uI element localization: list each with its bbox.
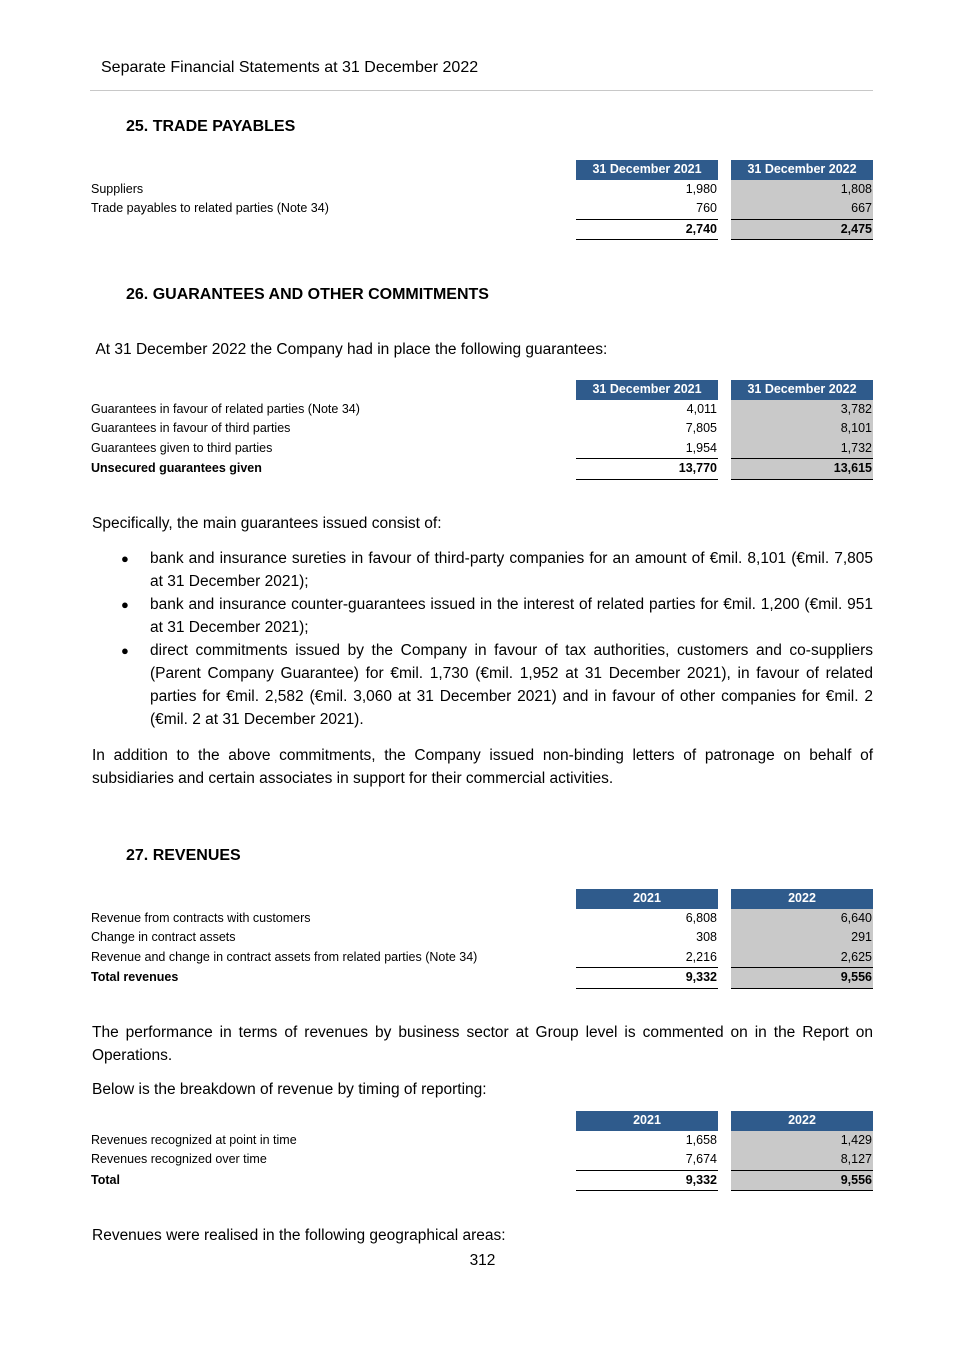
cell-value: 308 bbox=[696, 930, 717, 944]
row-label: Unsecured guarantees given bbox=[91, 461, 262, 475]
cell-value: 1,732 bbox=[731, 439, 873, 459]
row-label: Total bbox=[91, 1172, 120, 1187]
cell-value: 6,808 bbox=[685, 910, 717, 925]
table-header-row bbox=[91, 380, 873, 400]
table-row bbox=[91, 400, 873, 420]
column-header: 2021 bbox=[576, 889, 718, 909]
cell-value: 8,127 bbox=[731, 1150, 873, 1170]
row-label: Guarantees in favour of related parties (Note 34) bbox=[91, 401, 360, 416]
column-header: 31 December 2022 bbox=[731, 380, 873, 400]
section-title-guarantees: 26. GUARANTEES AND OTHER COMMITMENTS bbox=[126, 286, 489, 303]
cell-value: 7,674 bbox=[685, 1152, 717, 1166]
revenue-timing-table bbox=[91, 1111, 873, 1191]
row-label: Revenues recognized at point in time bbox=[91, 1132, 297, 1147]
cell-value: 2,216 bbox=[685, 949, 717, 964]
column-header: 2022 bbox=[731, 889, 873, 909]
table-row bbox=[91, 180, 873, 200]
revenues-breakdown-intro: Below is the breakdown of revenue by timing of reporting: bbox=[92, 1081, 487, 1098]
guarantees-intro: At 31 December 2022 the Company had in place the following guarantees: bbox=[92, 341, 608, 358]
total-value: 2,475 bbox=[731, 219, 873, 241]
total-value: 9,332 bbox=[576, 1170, 718, 1192]
list-item: ● bank and insurance counter-guarantees issued in the interest of related parties for €mil. 1,200 (€mil. 951 at 31 December 2021); bbox=[92, 593, 873, 639]
column-header: 2021 bbox=[576, 1111, 718, 1131]
total-value: 9,556 bbox=[731, 967, 873, 989]
total-value: 13,615 bbox=[731, 458, 873, 480]
cell-value: 4,011 bbox=[686, 401, 717, 416]
cell-value: 8,101 bbox=[731, 419, 873, 439]
cell-value: 1,808 bbox=[731, 180, 873, 200]
table-row bbox=[91, 199, 873, 219]
cell-value: 1,429 bbox=[731, 1131, 873, 1151]
table-total-row bbox=[91, 967, 873, 989]
table-row bbox=[91, 928, 873, 948]
bullet-icon: ● bbox=[121, 643, 129, 658]
guarantees-addition: In addition to the above commitments, the Company issued non-binding letters of patronage on behalf of subsidiaries and certain associates in support for their commercial activities. bbox=[92, 747, 873, 787]
header-divider bbox=[90, 90, 873, 91]
bullet-icon: ● bbox=[121, 597, 129, 612]
total-value: 13,770 bbox=[576, 458, 718, 480]
total-value: 2,740 bbox=[576, 219, 718, 241]
row-label: Revenues recognized over time bbox=[91, 1152, 267, 1166]
table-row bbox=[91, 948, 873, 968]
guarantees-bullet-list bbox=[92, 547, 873, 731]
cell-value: 291 bbox=[731, 928, 873, 948]
list-item: ● direct commitments issued by the Company in favour of tax authorities, customers and co-suppliers (Parent Company Guarantee) for €mil. 1,730 (€mil. 1,952 at 31 December 2021), in favour of related parties for €mil. 2,582 (€mil. 3,060 at 31 December 2021) and in favour of other companies for €mil. 2 (€mil. 2 at 31 December 2021). bbox=[92, 639, 873, 731]
section-title-trade-payables: 25. TRADE PAYABLES bbox=[126, 118, 296, 135]
cell-value: 6,640 bbox=[731, 909, 873, 929]
cell-value: 1,954 bbox=[685, 440, 717, 455]
row-label: Change in contract assets bbox=[91, 930, 236, 944]
cell-value: 1,980 bbox=[685, 181, 717, 196]
page-number: 312 bbox=[469, 1252, 496, 1269]
row-label: Suppliers bbox=[91, 181, 144, 196]
revenues-geo-intro: Revenues were realised in the following geographical areas: bbox=[92, 1227, 506, 1244]
total-value: 9,556 bbox=[731, 1170, 873, 1192]
guarantees-table bbox=[91, 380, 873, 480]
cell-value: 760 bbox=[696, 201, 717, 215]
table-header-row bbox=[91, 160, 873, 180]
table-row bbox=[91, 909, 873, 929]
revenues-table bbox=[91, 889, 873, 989]
column-header: 31 December 2021 bbox=[576, 160, 718, 180]
row-label: Total revenues bbox=[91, 970, 179, 984]
row-label: Guarantees given to third parties bbox=[91, 440, 273, 455]
total-value: 9,332 bbox=[576, 967, 718, 989]
table-row bbox=[91, 1150, 873, 1170]
revenues-performance: The performance in terms of revenues by business sector at Group level is commented on in the Report on Operations. bbox=[92, 1024, 873, 1064]
table-row bbox=[91, 419, 873, 439]
row-label: Guarantees in favour of third parties bbox=[91, 421, 291, 435]
column-header: 2022 bbox=[731, 1111, 873, 1131]
cell-value: 3,782 bbox=[731, 400, 873, 420]
cell-value: 1,658 bbox=[685, 1132, 717, 1147]
running-header: Separate Financial Statements at 31 December 2022 bbox=[101, 59, 479, 76]
table-row bbox=[91, 439, 873, 459]
bullet-icon: ● bbox=[121, 551, 129, 566]
cell-value: 7,805 bbox=[685, 421, 717, 435]
table-total-row bbox=[91, 219, 873, 241]
cell-value: 667 bbox=[731, 199, 873, 219]
list-item: ● bank and insurance sureties in favour of third-party companies for an amount of €mil. 8,101 (€mil. 7,805 at 31 December 2021); bbox=[92, 547, 873, 593]
trade-payables-table bbox=[91, 160, 873, 240]
section-title-revenues: 27. REVENUES bbox=[126, 847, 241, 864]
cell-value: 2,625 bbox=[731, 948, 873, 968]
row-label bbox=[91, 219, 576, 241]
column-header: 31 December 2021 bbox=[576, 380, 718, 400]
table-header-row bbox=[91, 889, 873, 909]
row-label: Revenue and change in contract assets from related parties (Note 34) bbox=[91, 949, 478, 964]
row-label: Trade payables to related parties (Note 34) bbox=[91, 201, 329, 215]
table-total-row bbox=[91, 458, 873, 480]
row-label: Revenue from contracts with customers bbox=[91, 910, 311, 925]
column-header: 31 December 2022 bbox=[731, 160, 873, 180]
table-total-row bbox=[91, 1170, 873, 1192]
guarantees-specifically: Specifically, the main guarantees issued consist of: bbox=[92, 515, 442, 532]
table-row bbox=[91, 1131, 873, 1151]
table-header-row bbox=[91, 1111, 873, 1131]
